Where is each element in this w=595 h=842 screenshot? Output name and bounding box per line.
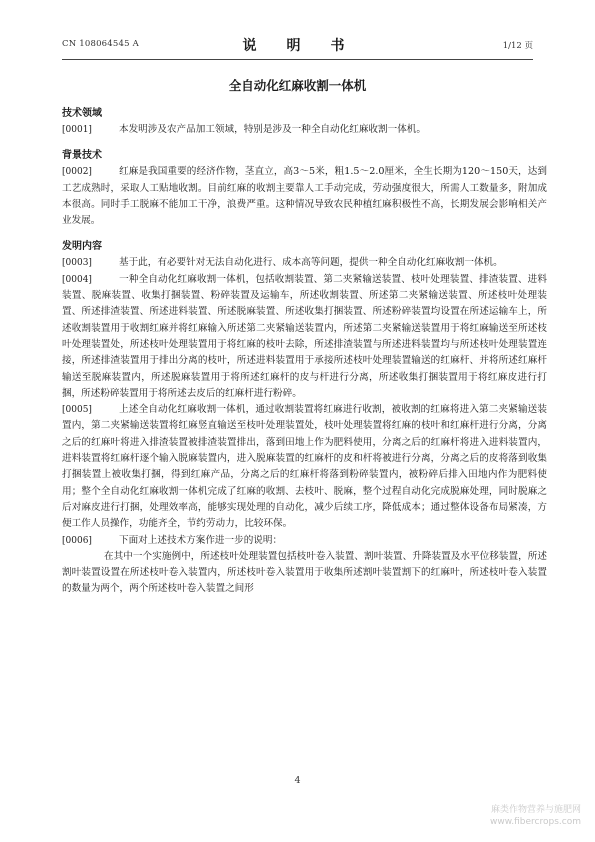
document-type: 说 明 书: [242, 38, 353, 54]
paragraph-text: 红麻是我国重要的经济作物，茎直立，高3～5米，粗1.5～2.0厘米，全生长期为120～150天，达到工艺成熟时，采取人工贴地收割。目前红麻的收割主要靠人工手动完成，劳动强度很大，所需人工数量多，附加成本很高。同时手工脱麻不能加工干净，浪费严重。这种情况导致农民种植红麻积极性不高，长期发展会影响相关产业发展。: [62, 166, 547, 227]
document-number: CN 108064545 A: [62, 39, 139, 49]
paragraph-0006: [62, 533, 547, 549]
paragraph-0002: [62, 164, 547, 229]
site-watermark: [490, 804, 581, 828]
header-divider: [62, 59, 533, 60]
paragraph-text: 基于此，有必要针对无法自动化进行、成本高等问题，提供一种全自动化红麻收割一体机。: [119, 257, 503, 269]
paragraph-0005: [62, 402, 547, 532]
page-of-total: 1/12 页: [502, 41, 533, 51]
paragraph-number: [0003]: [62, 258, 92, 269]
paragraph-text: 在其中一个实施例中，所述枝叶处理装置包括枝叶卷入装置、割叶装置、升降装置及水平位移装置，所述割叶装置设置在所述枝叶卷入装置内，所述枝叶卷入装置用于收集所述割叶装置割下的红麻叶，所述枝叶卷入装置的数量为两个，两个所述枝叶卷入装置之间形: [62, 550, 547, 595]
page-number: 4: [294, 775, 301, 786]
paragraph-0003: [62, 255, 547, 271]
document-title: 全自动化红麻收割一体机: [228, 78, 367, 93]
paragraph-number: [0002]: [62, 167, 92, 178]
paragraph-number: [0005]: [62, 405, 92, 416]
paragraph-text: 本发明涉及农产品加工领域，特别是涉及一种全自动化红麻收割一体机。: [119, 124, 426, 135]
paragraph-number: [0004]: [62, 274, 92, 285]
section-heading-summary: 发明内容: [62, 241, 102, 253]
watermark-site-name: 麻类作物营养与施肥网: [490, 805, 581, 815]
paragraph-text: 下面对上述技术方案作进一步的说明：: [119, 534, 283, 546]
document-body: [62, 106, 547, 598]
section-heading-technical-field: 技术领域: [62, 108, 102, 119]
paragraph-number: [0006]: [62, 535, 92, 546]
paragraph-text: 上述全自动化红麻收割一体机，通过收割装置将红麻进行收割，被收割的红麻将进入第二夹紧输送装置内，第二夹紧输送装置将红麻竖直输送至枝叶处理装置处，枝叶处理装置将红麻的枝叶和红麻杆进行分离，分离之后的红麻叶将进入排渣装置被排渣装置排出，落到田地上作为肥料使用，分离之后的红麻杆将进入进料装置内，进料装置将红麻杆逐个输入脱麻装置内，进入脱麻装置的红麻杆的皮和杆将被进行分离，分离之后的皮将落到收集打捆装置上被收集打捆，得到红麻产品，分离之后的红麻杆将落到粉碎装置内，被粉碎后排入田地内作为肥料使用；整个全自动化红麻收割一体机完成了红麻的收割、去枝叶、脱麻，整个过程自动化完成脱麻处理，同时脱麻之后对麻皮进行打捆，处理效率高，能够实现处理的自动化，减少后续工序，降低成本；通过整体设备布局紧凑，方便工作人员操作，功能齐全，节约劳动力，比较环保。: [62, 404, 547, 530]
paragraph-continued: [62, 549, 547, 598]
page-header: [62, 35, 533, 59]
paragraph-0001: [62, 122, 547, 138]
watermark-url: www.fibercrops.com: [490, 817, 581, 827]
section-heading-background: 背景技术: [62, 150, 102, 162]
paragraph-text: 一种全自动化红麻收割一体机，包括收割装置、第二夹紧输送装置、枝叶处理装置、排渣装置、进料装置、脱麻装置、收集打捆装置、粉碎装置及运输车，所述收割装置、所述第二夹紧输送装置、所述枝叶处理装置、所述排渣装置、所述进料装置、所述脱麻装置、所述收集打捆装置、所述粉碎装置均设置在所述运输车上，所述收割装置用于收割红麻并将红麻输入所述第二夹紧输送装置内，所述第二夹紧输送装置用于将红麻输送至所述枝叶处理装置处，所述枝叶处理装置用于将红麻的枝叶去除，所述排渣装置与所述进料装置均与所述枝叶处理装置连接，所述排渣装置用于排出分离的枝叶，所述进料装置用于承接所述枝叶处理装置输送的红麻杆、并将所述红麻杆输送至脱麻装置内，所述脱麻装置用于将所述红麻杆的皮与杆进行分离，所述收集打捆装置用于将红麻皮进行打捆，所述粉碎装置用于将所述去皮后的红麻杆进行粉碎。: [62, 273, 547, 399]
paragraph-0004: [62, 272, 547, 402]
paragraph-number: [0001]: [62, 125, 92, 135]
